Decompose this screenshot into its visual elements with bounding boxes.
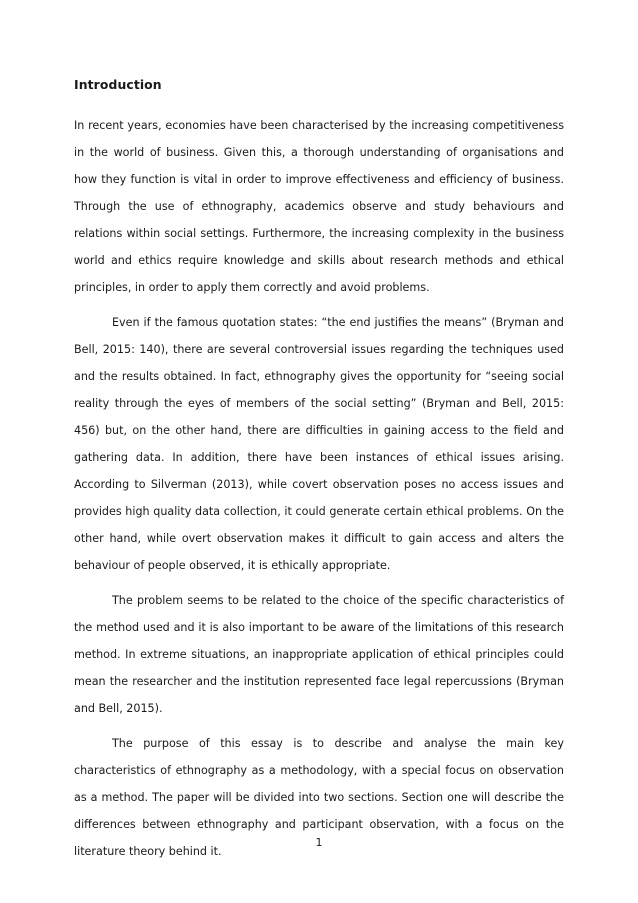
paragraph-1: In recent years, economies have been characterised by the increasing competitiveness in the world of business. Given this, a thorough understanding of organisations and how they function is vital in order to improve effectiveness and efficiency of business. Through the use of ethnography, academics observe and study behaviours and relations within social settings. Furthermore, the increasing complexity in the business world and ethics require knowledge and skills about research methods and ethical principles, in order to apply them correctly and avoid problems. xyxy=(74,119,564,294)
section-heading: Introduction xyxy=(74,77,162,92)
paragraph-4: The purpose of this essay is to describe and analyse the main key characteristics of ethnography as a methodology, with a special focus on observation as a method. The paper will be divided into two sections. Section one will describe the differences between ethnography and participant observation, with a focus on the literature theory behind it. xyxy=(74,737,564,858)
paragraph-3: The problem seems to be related to the choice of the specific characteristics of the method used and it is also important to be aware of the limitations of this research method. In extreme situations, an inappropriate application of ethical principles could mean the researcher and the institution represented face legal repercussions (Bryman and Bell, 2015). xyxy=(74,594,564,715)
page-number: 1 xyxy=(315,836,323,849)
body-text xyxy=(74,112,564,865)
paragraph-2: Even if the famous quotation states: “the end justifies the means” (Bryman and Bell, 2015: 140), there are several controversial issues regarding the techniques used and the results obtained. In fact, ethnography gives the opportunity for “seeing social reality through the eyes of members of the social setting” (Bryman and Bell, 2015: 456) but, on the other hand, there are difficulties in gaining access to the field and gathering data. In addition, there have been instances of ethical issues arising. According to Silverman (2013), while covert observation poses no access issues and provides high quality data collection, it could generate certain ethical problems. On the other hand, while overt observation makes it difficult to gain access and alters the behaviour of people observed, it is ethically appropriate. xyxy=(74,316,564,572)
